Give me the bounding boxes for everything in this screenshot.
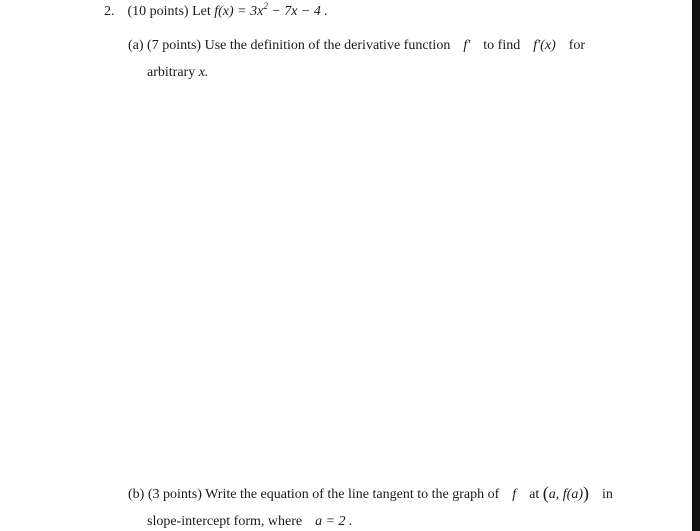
part-b-f: f <box>512 487 517 502</box>
part-b-line2-cond: a = 2 . <box>315 514 353 529</box>
part-a-text-1: Use the definition of the derivative function <box>204 38 451 53</box>
function-exponent: 2 <box>263 1 268 11</box>
function-definition <box>214 1 328 19</box>
part-b-line-2 <box>147 513 353 531</box>
part-b-label: (b) <box>128 487 145 502</box>
part-b-point <box>542 483 589 503</box>
part-a-line2-var: x. <box>198 65 209 80</box>
part-a-line2-text: arbitrary <box>147 65 196 80</box>
part-b-points: (3 points) <box>147 487 202 502</box>
part-b-point-close: ) <box>582 483 589 503</box>
part-a-line-2 <box>147 64 208 82</box>
part-b-point-open: ( <box>542 483 549 503</box>
part-b-text-2: at <box>529 487 540 502</box>
part-b-line2-text: slope-intercept form, where <box>147 514 303 529</box>
part-b-text-1: Write the equation of the line tangent to the graph of <box>205 487 500 502</box>
part-a-fprime-x: f′(x) <box>533 38 556 53</box>
function-definition-right: − 7x − 4 . <box>267 4 328 19</box>
part-a-text-3: for <box>568 38 586 53</box>
part-a-points: (7 points) <box>147 38 202 53</box>
problem-header <box>104 3 328 21</box>
part-b-line-1 <box>128 484 613 504</box>
function-definition-left: f(x) = 3x <box>214 4 264 19</box>
part-b-text-3: in <box>601 487 613 502</box>
right-edge-bar <box>692 0 700 531</box>
part-a-label: (a) <box>128 38 144 53</box>
part-a-fprime: f′ <box>463 38 471 53</box>
problem-number: 2. <box>104 4 115 19</box>
part-a-line-1 <box>128 37 585 55</box>
part-a-text-2: to find <box>483 38 521 53</box>
problem-points: (10 points) <box>127 4 189 19</box>
part-b-point-inner: a, f(a) <box>548 487 583 502</box>
let-word: Let <box>192 4 211 19</box>
